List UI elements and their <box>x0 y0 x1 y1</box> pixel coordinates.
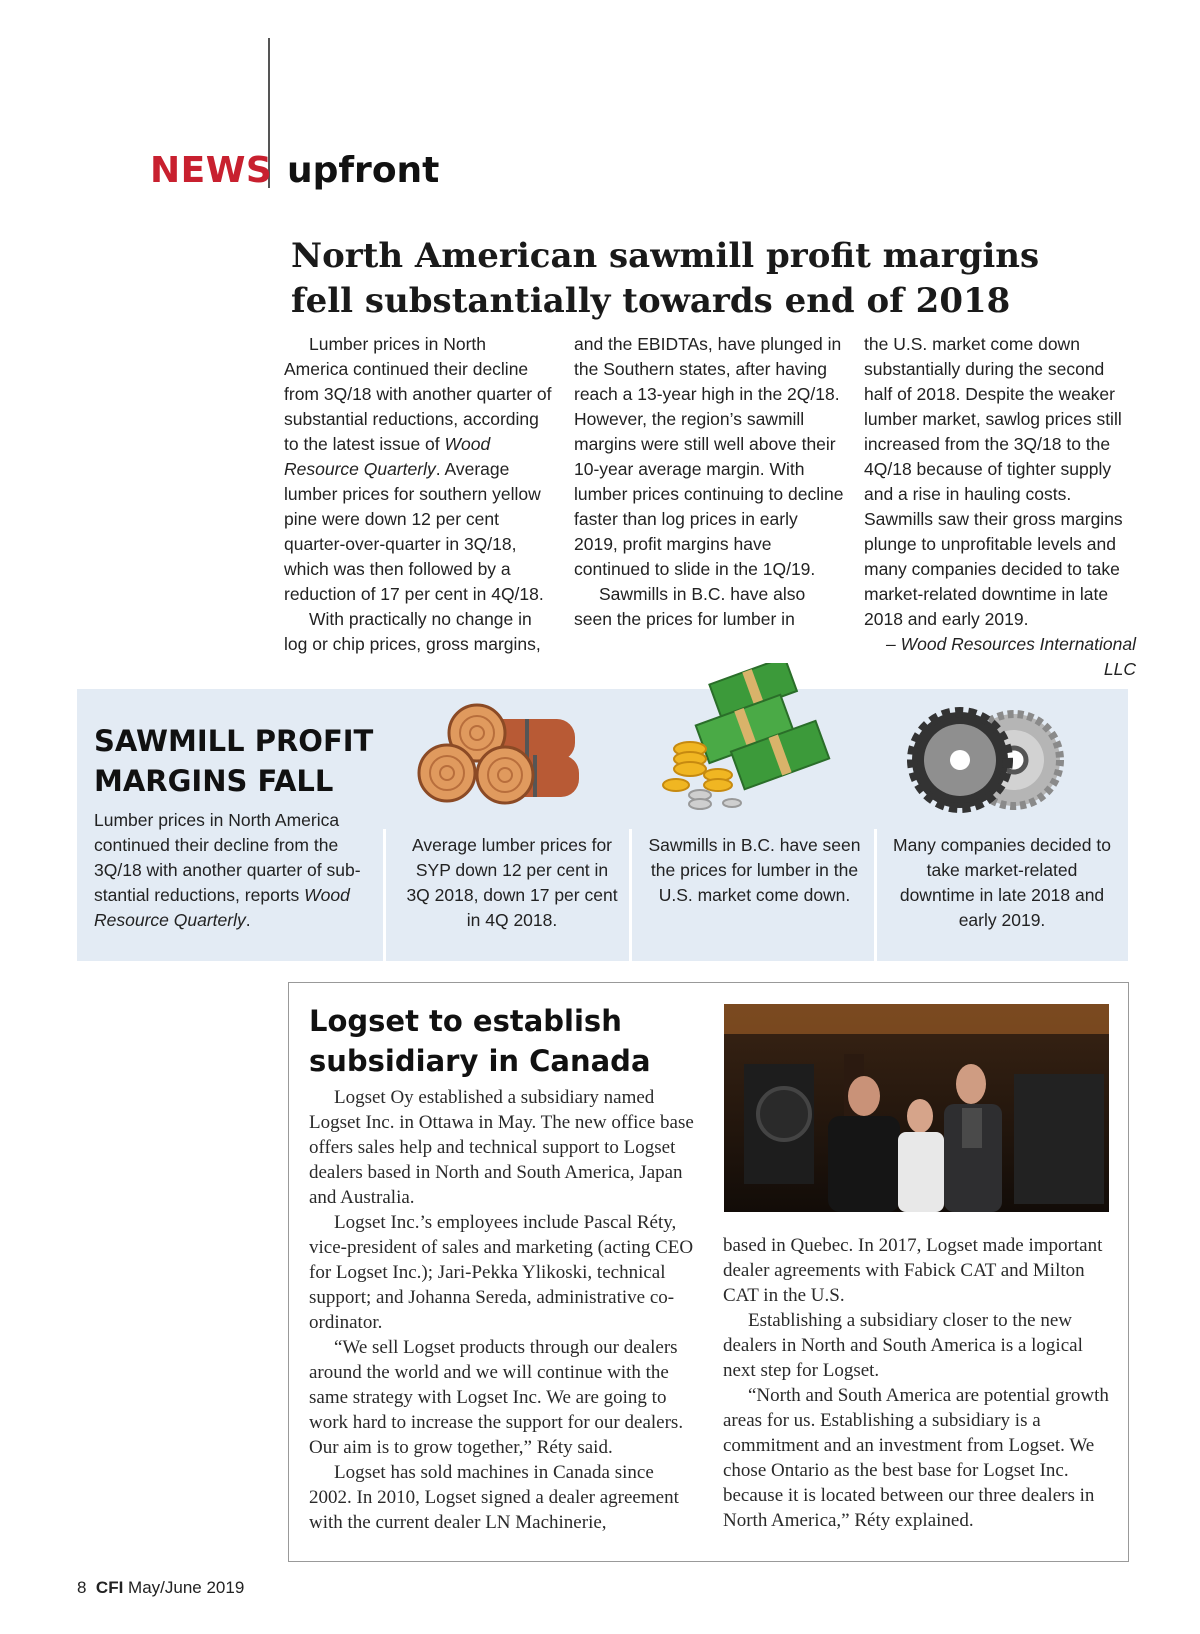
article1-column-2 <box>574 332 844 632</box>
infobox-lead-text <box>94 808 384 933</box>
logset-team-photo <box>724 1004 1109 1212</box>
issue-date: May/June 2019 <box>128 1578 245 1597</box>
article1-col1-text-a: Lumber prices in North America continued their decline from 3Q/18 with another quarter of substantial reductions, according to the latest issue of <box>284 334 552 454</box>
article1-col2-paragraph-1: and the EBIDTAs, have plunged in the Southern states, after having reach a 13-year high in the 2Q/18. However, the region’s sawmill margins were still well above their 10-year average margin. With lumber prices continuing to decline faster than log prices in early 2019, profit margins have continued to slide in the 1Q/19. <box>574 334 844 579</box>
infobox-divider <box>383 829 386 961</box>
article1-col2-paragraph-2: Sawmills in B.C. have also seen the prices for lumber in <box>574 584 806 629</box>
magazine-name: CFI <box>95 1578 124 1597</box>
logset-article-box <box>288 982 1129 1562</box>
article1-col1-paragraph-2: With practically no change in log or chip prices, gross margins, <box>284 609 541 654</box>
infobox-title: SAWMILL PROFIT MARGINS FALL <box>94 724 374 798</box>
logs-icon <box>415 701 585 805</box>
article2-column-2 <box>723 1233 1113 1533</box>
article2-col1-paragraph-1: Logset Oy established a subsidiary named Logset Inc. in Ottawa in May. The new office base offers sales help and technical support to Logset dealers based in North and South America, Japan and Australia. <box>309 1087 694 1208</box>
source-publication-name: Wood Resource Quarterly <box>284 434 491 479</box>
infobox-lead-b: . <box>245 910 251 930</box>
section-label-upfront: upfront <box>287 150 440 191</box>
article2-column-1 <box>309 1085 699 1535</box>
article1-col1-paragraph-1 <box>284 332 554 607</box>
infobox-caption-bc-sawmills: Sawmills in B.C. have seen the prices for lumber in the U.S. market come down. <box>648 835 861 905</box>
page-number: 8 <box>77 1578 87 1597</box>
article1-col1-text-b: . Average lumber prices for southern yellow pine were down 12 per cent quarter-over-quarter in 3Q/18, which was then followed by a reduction of 17 per cent in 4Q/18. <box>284 459 544 604</box>
article1-column-1 <box>284 332 554 657</box>
article1-attribution: – Wood Resources International LLC <box>886 634 1136 679</box>
article2-col1-paragraph-4: Logset has sold machines in Canada since 2002. In 2010, Logset signed a dealer agreement with the current dealer LN Machinerie, <box>309 1462 679 1533</box>
money-icon <box>660 663 840 813</box>
infobox-divider <box>629 829 632 961</box>
infobox-lead-a: Lumber prices in North America continued their decline from the 3Q/18 with another quarter of sub-stantial reductions, reports <box>94 810 361 905</box>
article2-col1-paragraph-2: Logset Inc.’s employees include Pascal Réty, vice-president of sales and marketing (acting CEO for Logset Inc.); Jari-Pekka Ylikoski, technical support; and Johanna Sereda, administrative co-ordinator. <box>309 1212 694 1333</box>
article1-column-3 <box>864 332 1136 682</box>
infobox-caption-lumber-prices: Average lumber prices for SYP down 12 per cent in 3Q 2018, down 17 per cent in 4Q 2018. <box>406 835 618 930</box>
article2-col2-paragraph-2: Establishing a subsidiary closer to the new dealers in North and South America is a logical next step for Logset. <box>723 1310 1083 1381</box>
article2-headline: Logset to establish subsidiary in Canada <box>309 1004 651 1078</box>
sawmill-infobox <box>77 689 1128 961</box>
article2-col2-paragraph-1: based in Quebec. In 2017, Logset made important dealer agreements with Fabick CAT and Milton CAT in the U.S. <box>723 1235 1103 1306</box>
article1-headline: North American sawmill profit margins fell substantially towards end of 2018 <box>291 236 1040 321</box>
article2-col2-paragraph-3: “North and South America are potential growth areas for us. Establishing a subsidiary is a commitment and an investment from Logset. We chose Ontario as the best base for Logset Inc. because it is located between our three dealers in North America,” Réty explained. <box>723 1385 1109 1531</box>
article1-col3-paragraph-1: the U.S. market come down substantially during the second half of 2018. Despite the weaker lumber market, sawlog prices still increased from the 3Q/18 to the 4Q/18 because of tighter supply and a rise in hauling costs. Sawmills saw their gross margins plunge to unprofitable levels and many companies decided to take market-related downtime in late 2018 and early 2019. <box>864 334 1123 629</box>
infobox-caption-downtime: Many companies decided to take market-related downtime in late 2018 and early 2019. <box>893 835 1111 930</box>
page-footer <box>77 1578 244 1598</box>
saw-blades-icon <box>902 704 1072 814</box>
infobox-source-name: Wood Resource Quarterly <box>94 885 350 930</box>
section-label-news: NEWS <box>150 150 273 191</box>
infobox-divider <box>874 829 877 961</box>
article2-col1-paragraph-3: “We sell Logset products through our dealers around the world and we will continue with the same strategy with Logset Inc. We are going to work hard to increase the support for our dealers. Our aim is to grow together,” Réty said. <box>309 1337 684 1458</box>
